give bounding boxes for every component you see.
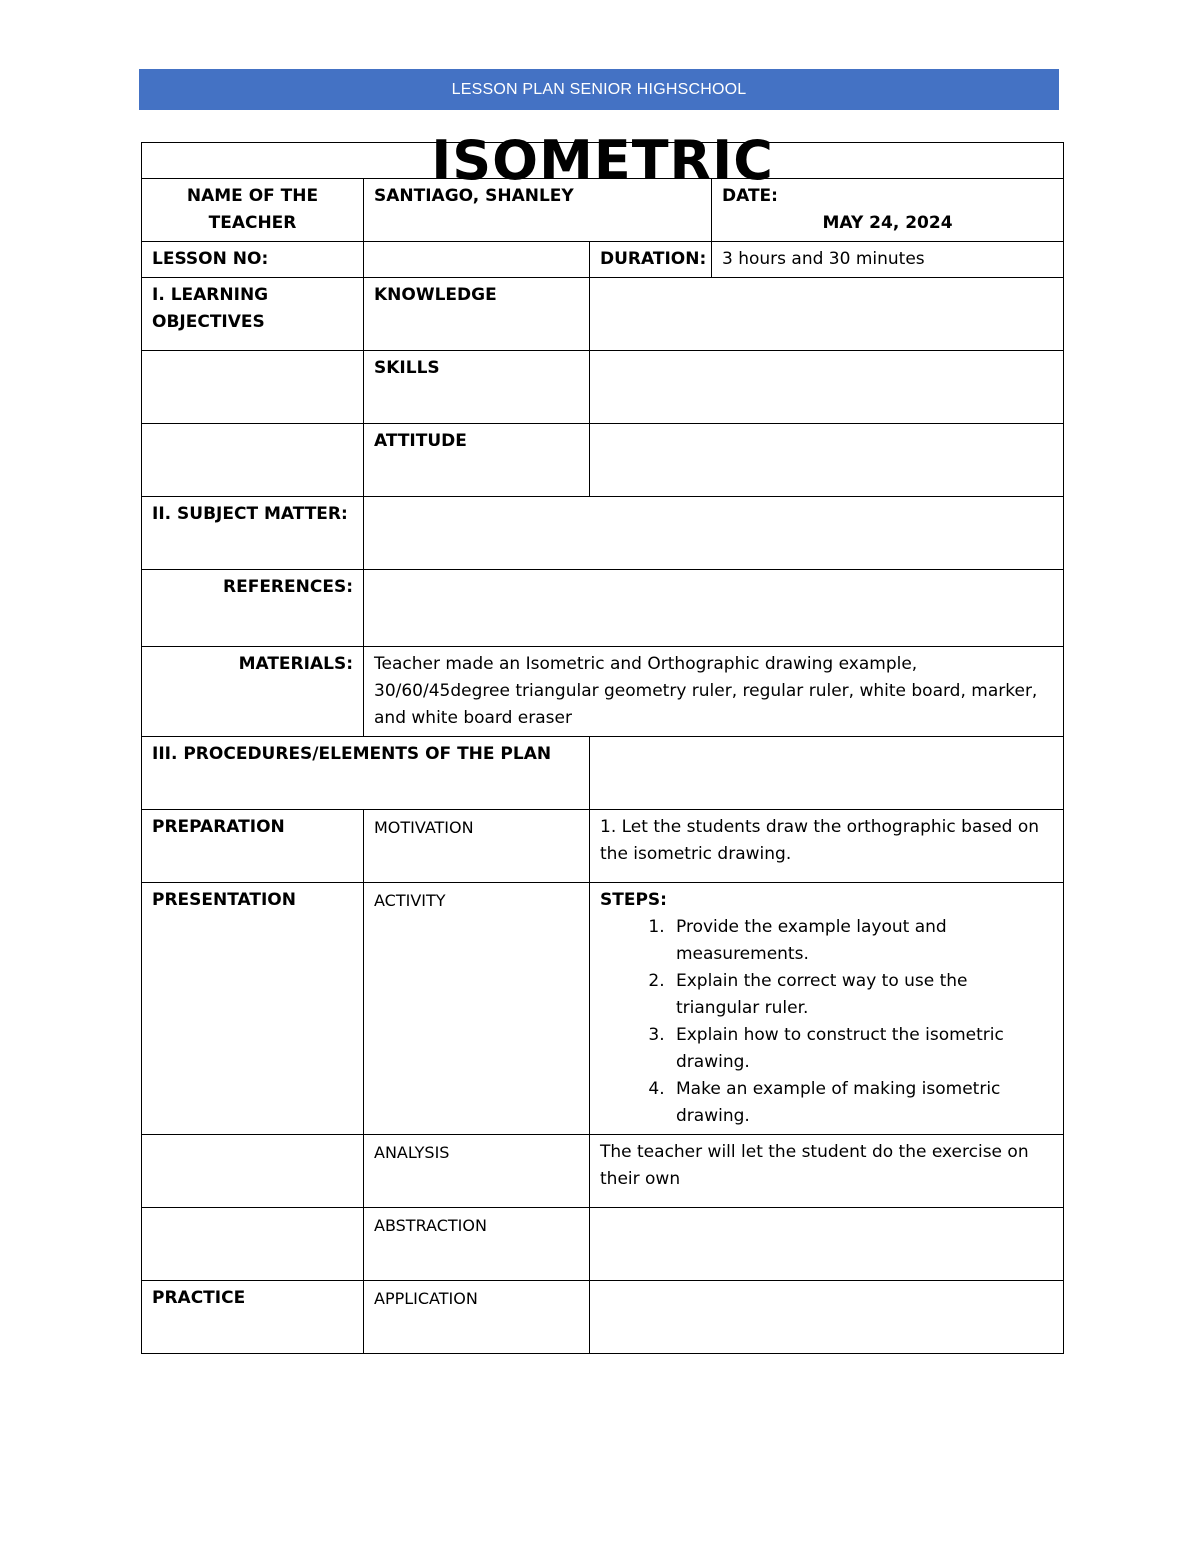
- teacher-value: SANTIAGO, SHANLEY: [364, 179, 712, 242]
- steps-label: STEPS:: [600, 890, 667, 910]
- attitude-label: ATTITUDE: [364, 424, 590, 497]
- abstraction-label: ABSTRACTION: [364, 1208, 590, 1281]
- activity-label: ACTIVITY: [364, 883, 590, 1135]
- lesson-no-value: [364, 242, 590, 278]
- knowledge-label: KNOWLEDGE: [364, 278, 590, 351]
- date-label: DATE:: [722, 186, 778, 206]
- knowledge-value: [590, 278, 1064, 351]
- attitude-value: [590, 424, 1064, 497]
- skills-value: [590, 351, 1064, 424]
- list-item: 3. Explain how to construct the isometric drawing.: [670, 1022, 1053, 1076]
- objectives-label: I. LEARNING OBJECTIVES: [142, 278, 364, 351]
- subject-matter-value: [364, 497, 1064, 570]
- list-item: 2. Explain the correct way to use the triangular ruler.: [670, 968, 1053, 1022]
- motivation-value: 1. Let the students draw the orthographic based on the isometric drawing.: [590, 810, 1064, 883]
- presentation-label: PRESENTATION: [142, 883, 364, 1135]
- abstraction-value: [590, 1208, 1064, 1281]
- date-cell: [712, 179, 1064, 242]
- duration-label: DURATION:: [590, 242, 712, 278]
- presentation-spacer: [142, 1135, 364, 1208]
- lesson-title: ISOMETRIC: [142, 143, 1064, 179]
- materials-value: Teacher made an Isometric and Orthographic drawing example, 30/60/45degree triangular geometry ruler, regular ruler, white board, marker, and white board eraser: [364, 647, 1064, 737]
- steps-list: [600, 914, 1053, 1130]
- motivation-label: MOTIVATION: [364, 810, 590, 883]
- subject-matter-label: II. SUBJECT MATTER:: [142, 497, 364, 570]
- header-banner: LESSON PLAN SENIOR HIGHSCHOOL: [139, 69, 1059, 110]
- materials-label: MATERIALS:: [142, 647, 364, 737]
- procedures-label: III. PROCEDURES/ELEMENTS OF THE PLAN: [142, 737, 590, 810]
- practice-label: PRACTICE: [142, 1281, 364, 1354]
- presentation-spacer: [142, 1208, 364, 1281]
- application-value: [590, 1281, 1064, 1354]
- preparation-label: PREPARATION: [142, 810, 364, 883]
- lesson-no-label: LESSON NO:: [142, 242, 364, 278]
- lesson-plan-table: [141, 129, 1064, 1354]
- objectives-spacer: [142, 351, 364, 424]
- analysis-value: The teacher will let the student do the exercise on their own: [590, 1135, 1064, 1208]
- activity-value: [590, 883, 1064, 1135]
- application-label: APPLICATION: [364, 1281, 590, 1354]
- analysis-label: ANALYSIS: [364, 1135, 590, 1208]
- skills-label: SKILLS: [364, 351, 590, 424]
- teacher-label: NAME OF THE TEACHER: [142, 179, 364, 242]
- objectives-spacer: [142, 424, 364, 497]
- references-value: [364, 570, 1064, 647]
- list-item: 4. Make an example of making isometric drawing.: [670, 1076, 1053, 1130]
- procedures-value: [590, 737, 1064, 810]
- references-label: REFERENCES:: [142, 570, 364, 647]
- list-item: 1. Provide the example layout and measurements.: [670, 914, 1053, 968]
- date-value: MAY 24, 2024: [822, 213, 953, 233]
- duration-value: 3 hours and 30 minutes: [712, 242, 1064, 278]
